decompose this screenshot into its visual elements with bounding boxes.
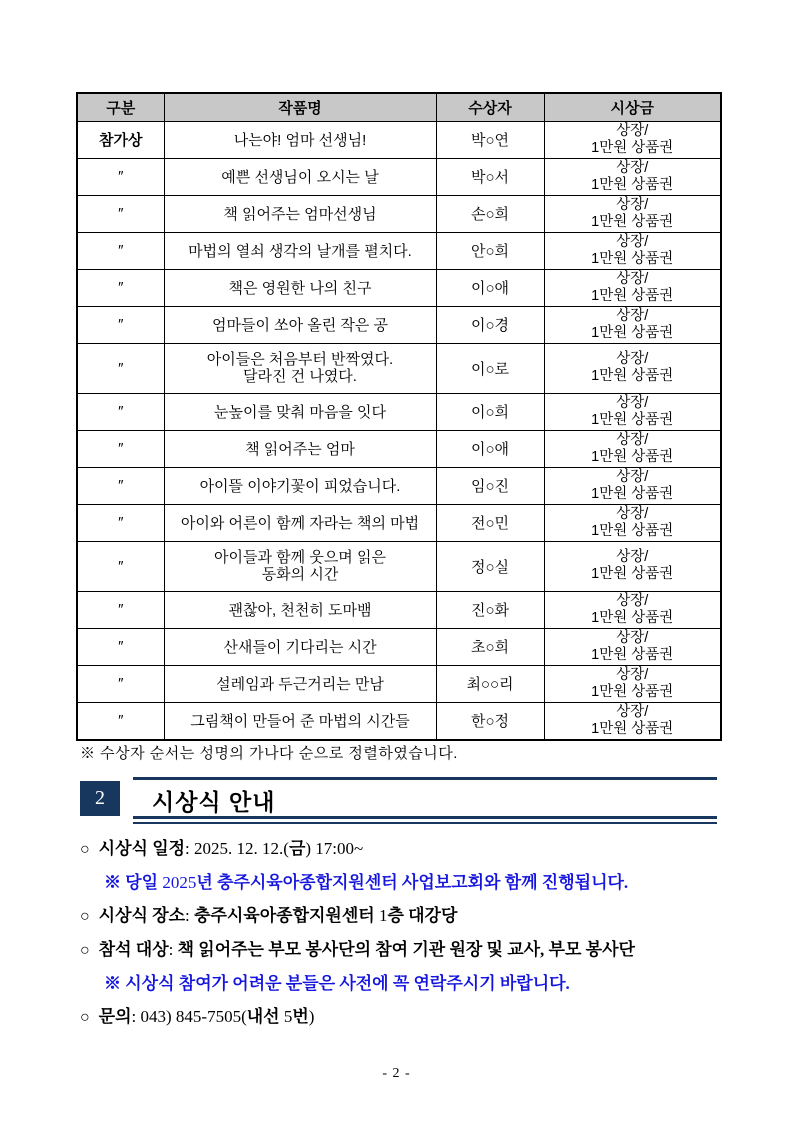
text-segment: : — [185, 839, 195, 858]
table-row — [77, 195, 721, 232]
ceremony-info-list — [80, 840, 740, 1027]
section-number-box — [80, 781, 120, 816]
award-table-body — [77, 121, 721, 740]
circle-bullet-icon: ○ — [80, 908, 90, 925]
text-segment: 시상식 장소 — [98, 906, 186, 925]
prize-cell: 상장/ 1만원 상품권 — [544, 121, 721, 158]
table-row — [77, 430, 721, 467]
category-cell: ″ — [77, 467, 164, 504]
category-cell: ″ — [77, 591, 164, 628]
winner-cell: 임○진 — [436, 467, 544, 504]
notice-line — [80, 975, 740, 993]
winner-cell: 이○로 — [436, 343, 544, 393]
circle-bullet-icon: ○ — [80, 1009, 90, 1026]
prize-cell: 상장/ 1만원 상품권 — [544, 195, 721, 232]
category-cell: ″ — [77, 269, 164, 306]
category-cell: ″ — [77, 158, 164, 195]
bullet-line — [80, 1008, 740, 1027]
winner-cell: 박○서 — [436, 158, 544, 195]
table-row — [77, 541, 721, 591]
text-segment: : — [131, 1007, 141, 1026]
work-title-cell: 설레임과 두근거리는 만남 — [164, 665, 436, 702]
work-title-cell: 아이와 어른이 함께 자라는 책의 마법 — [164, 504, 436, 541]
work-title-cell: 책은 영원한 나의 친구 — [164, 269, 436, 306]
text-segment: 년 충주시육아종합지원센터 사업보고회와 함께 진행됩니다. — [196, 873, 629, 892]
text-segment: 시상식 일정 — [98, 839, 186, 858]
page-number: - 2 - — [382, 1066, 411, 1081]
table-row — [77, 306, 721, 343]
text-segment: 충주시육아종합지원센터 — [194, 906, 379, 925]
category-cell: ″ — [77, 393, 164, 430]
prize-cell: 상장/ 1만원 상품권 — [544, 306, 721, 343]
category-cell: ″ — [77, 232, 164, 269]
table-row — [77, 702, 721, 740]
text-segment: 문의 — [98, 1007, 132, 1026]
table-row — [77, 158, 721, 195]
bullet-line — [80, 941, 740, 960]
text-segment: : — [185, 906, 195, 925]
prize-cell: 상장/ 1만원 상품권 — [544, 467, 721, 504]
work-title-cell: 산새들이 기다리는 시간 — [164, 628, 436, 665]
table-row — [77, 393, 721, 430]
text-segment: 참석 대상 — [98, 940, 169, 959]
text-segment: 번 — [292, 1007, 309, 1026]
text-segment: 2025 — [162, 873, 197, 892]
column-header: 시상금 — [544, 93, 721, 121]
text-segment: 책 읽어주는 부모 봉사단의 참여 기관 원장 및 교사, 부모 봉사단 — [177, 940, 635, 959]
text-segment: 내선 — [246, 1007, 284, 1026]
column-header: 작품명 — [164, 93, 436, 121]
text-segment: ) 17:00~ — [305, 839, 364, 858]
prize-cell: 상장/ 1만원 상품권 — [544, 504, 721, 541]
winner-cell: 이○경 — [436, 306, 544, 343]
work-title-cell: 그림책이 만들어 준 마법의 시간들 — [164, 702, 436, 740]
table-row — [77, 504, 721, 541]
text-segment: ) — [308, 1007, 315, 1026]
text-segment: : — [168, 940, 178, 959]
table-row — [77, 665, 721, 702]
work-title-cell: 책 읽어주는 엄마선생님 — [164, 195, 436, 232]
bullet-line — [80, 907, 740, 926]
section-title: 시상식 안내 — [152, 789, 276, 815]
prize-cell: 상장/ 1만원 상품권 — [544, 702, 721, 740]
circle-bullet-icon: ○ — [80, 841, 90, 858]
prize-cell: 상장/ 1만원 상품권 — [544, 269, 721, 306]
prize-cell: 상장/ 1만원 상품권 — [544, 665, 721, 702]
section-bottom-rule-thick — [133, 816, 717, 819]
text-segment: 5 — [283, 1007, 293, 1026]
table-row — [77, 269, 721, 306]
work-title-cell: 아이들과 함께 웃으며 읽은 동화의 시간 — [164, 541, 436, 591]
work-title-cell: 예쁜 선생님이 오시는 날 — [164, 158, 436, 195]
table-row — [77, 232, 721, 269]
category-cell: ″ — [77, 343, 164, 393]
work-title-cell: 눈높이를 맞춰 마음을 잇다 — [164, 393, 436, 430]
text-segment: 층 대강당 — [387, 906, 458, 925]
winner-cell: 이○희 — [436, 393, 544, 430]
winner-cell: 정○실 — [436, 541, 544, 591]
work-title-cell: 나는야! 엄마 선생님! — [164, 121, 436, 158]
winner-cell: 이○애 — [436, 269, 544, 306]
column-header: 구분 — [77, 93, 164, 121]
category-cell: ″ — [77, 628, 164, 665]
winner-cell: 이○애 — [436, 430, 544, 467]
prize-cell: 상장/ 1만원 상품권 — [544, 430, 721, 467]
category-cell: ″ — [77, 702, 164, 740]
category-cell: ″ — [77, 504, 164, 541]
bullet-line — [80, 840, 740, 859]
award-table — [76, 92, 722, 741]
table-row — [77, 591, 721, 628]
winner-cell: 전○민 — [436, 504, 544, 541]
prize-cell: 상장/ 1만원 상품권 — [544, 393, 721, 430]
notice-line — [80, 874, 740, 892]
text-segment: 1 — [378, 906, 388, 925]
text-segment: 금 — [288, 839, 306, 858]
category-cell: ″ — [77, 306, 164, 343]
prize-cell: 상장/ 1만원 상품권 — [544, 343, 721, 393]
winner-cell: 박○연 — [436, 121, 544, 158]
section-top-rule — [133, 777, 717, 780]
work-title-cell: 책 읽어주는 엄마 — [164, 430, 436, 467]
category-cell: ″ — [77, 195, 164, 232]
text-segment: 2025. 12. 12.( — [194, 839, 289, 858]
winner-cell: 손○희 — [436, 195, 544, 232]
circle-bullet-icon: ○ — [80, 942, 90, 959]
category-cell: ″ — [77, 665, 164, 702]
work-title-cell: 마법의 열쇠 생각의 날개를 펼치다. — [164, 232, 436, 269]
prize-cell: 상장/ 1만원 상품권 — [544, 541, 721, 591]
section-bottom-rule-thin — [133, 822, 717, 824]
section-number: 2 — [95, 787, 105, 809]
winner-cell: 안○희 — [436, 232, 544, 269]
table-row — [77, 467, 721, 504]
category-cell: ″ — [77, 541, 164, 591]
text-segment: ※ 당일 — [104, 873, 163, 892]
prize-cell: 상장/ 1만원 상품권 — [544, 591, 721, 628]
table-note: ※ 수상자 순서는 성명의 가나다 순으로 정렬하였습니다. — [80, 745, 458, 762]
table-row — [77, 343, 721, 393]
work-title-cell: 괜찮아, 천천히 도마뱀 — [164, 591, 436, 628]
work-title-cell: 아이뜰 이야기꽃이 피었습니다. — [164, 467, 436, 504]
category-cell: ″ — [77, 430, 164, 467]
text-segment: ※ 시상식 참여가 어려운 분들은 사전에 꼭 연락주시기 바랍니다. — [104, 974, 570, 993]
prize-cell: 상장/ 1만원 상품권 — [544, 158, 721, 195]
table-row — [77, 121, 721, 158]
category-cell: 참가상 — [77, 121, 164, 158]
winner-cell: 진○화 — [436, 591, 544, 628]
prize-cell: 상장/ 1만원 상품권 — [544, 232, 721, 269]
winner-cell: 최○○리 — [436, 665, 544, 702]
winner-cell: 한○정 — [436, 702, 544, 740]
table-header-row — [77, 93, 721, 121]
table-row — [77, 628, 721, 665]
column-header: 수상자 — [436, 93, 544, 121]
prize-cell: 상장/ 1만원 상품권 — [544, 628, 721, 665]
winner-cell: 초○희 — [436, 628, 544, 665]
work-title-cell: 엄마들이 쏘아 올린 작은 공 — [164, 306, 436, 343]
text-segment: 043) 845-7505( — [140, 1007, 247, 1026]
work-title-cell: 아이들은 처음부터 반짝였다. 달라진 건 나였다. — [164, 343, 436, 393]
